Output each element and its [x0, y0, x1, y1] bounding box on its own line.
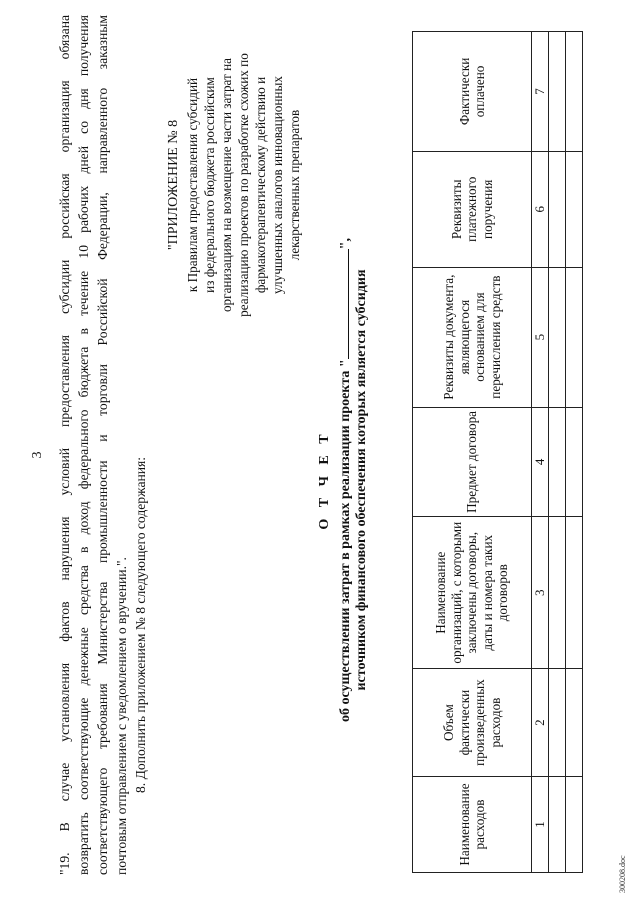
header-cell: Объем фактически произведенных расходов [413, 669, 532, 777]
table-cell [565, 407, 582, 517]
appendix-line: фармакотерапевтическому действию и [253, 76, 268, 294]
column-number: 1 [532, 777, 549, 873]
appendix-line: к Правилам предоставления субсидий [185, 77, 200, 293]
header-cell: Наименование расходов [413, 777, 532, 873]
table-cell [565, 777, 582, 873]
column-number: 3 [532, 517, 549, 669]
page-number: 3 [30, 451, 45, 459]
header-cell: Реквизиты платежного поручения [413, 151, 532, 267]
table-empty-row [565, 32, 582, 873]
table-cell [548, 777, 565, 873]
table-cell [548, 267, 565, 407]
appendix-line: лекарственных препаратов [287, 109, 302, 261]
body-line-5: 8. Дополнить приложением № 8 следующего содержания: [133, 456, 148, 793]
table-empty-row [548, 32, 565, 873]
table-cell [565, 267, 582, 407]
table-cell [565, 151, 582, 267]
column-number: 2 [532, 669, 549, 777]
project-name-blank [336, 249, 349, 359]
report-subtitle-after: ", [337, 238, 353, 250]
report-subtitle-line2: источником финансового обеспечения которых является субсидия [354, 269, 369, 691]
table-header-row [413, 32, 532, 873]
header-cell: Реквизиты документа, являющегося основанием для перечисления средств [413, 267, 532, 407]
footer-code: 300208.doc [618, 855, 627, 893]
header-cell: Наименование организаций, с которыми заключены договоры, даты и номера таких договоров [413, 517, 532, 669]
table-cell [565, 517, 582, 669]
appendix-line: улучшенных аналогов инновационных [270, 76, 285, 294]
report-title [317, 95, 371, 865]
appendix-title: "ПРИЛОЖЕНИЕ № 8 [166, 119, 181, 251]
header-cell: Фактически оплачено [413, 32, 532, 152]
column-number: 4 [532, 407, 549, 517]
table-cell [565, 32, 582, 152]
table-cell [548, 517, 565, 669]
body-line-2: возвратить соответствующие денежные средства в доход федерального бюджета в течение 10 рабочих дней со дня получения [76, 15, 91, 875]
report-table [412, 31, 583, 873]
table-cell [548, 669, 565, 777]
table-cell [548, 407, 565, 517]
appendix-line: организациям на возмещение части затрат на [219, 57, 234, 313]
column-number: 7 [532, 32, 549, 152]
body-line-1: "19. В случае установления фактов нарушения условий предоставления субсидии российская организация обязана [57, 15, 72, 875]
body-line-4: почтовым отправлением с уведомлением о вручении.". [114, 557, 129, 875]
appendix-block [165, 50, 303, 320]
report-subtitle-line1 [336, 95, 355, 865]
appendix-line: реализацию проектов по разработке схожих по [236, 53, 251, 317]
appendix-line: из федерального бюджета российским [202, 77, 217, 293]
table-cell [548, 151, 565, 267]
column-number: 5 [532, 267, 549, 407]
table-number-row [532, 32, 549, 873]
body-line-3: соответствующего требования Министерства промышленности и торговли Российской Федерации, направленного заказным [95, 15, 110, 875]
header-cell: Предмет договора [413, 407, 532, 517]
report-heading: О Т Ч Е Т [317, 430, 332, 530]
column-number: 6 [532, 151, 549, 267]
table-cell [548, 32, 565, 152]
report-subtitle-before: об осуществлении затрат в рамках реализации проекта " [337, 359, 353, 722]
table-cell [565, 669, 582, 777]
